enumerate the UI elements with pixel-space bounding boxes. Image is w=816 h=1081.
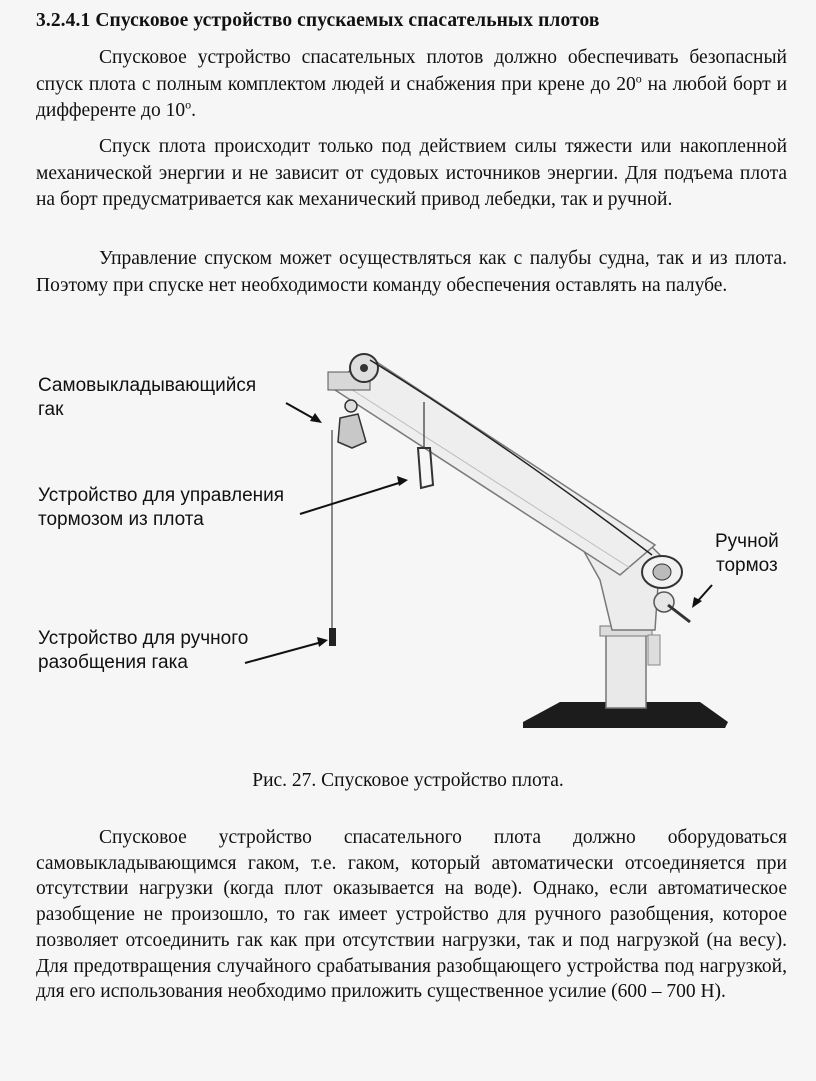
paragraph-gravity-launch: Спуск плота происходит только под действием силы тяжести или накопленной механической энергии и не зависит от судовых источников энергии. Для подъема плота на борт предусматривается как механический привод лебедки, так и ручной. (36, 136, 787, 210)
section-heading (36, 10, 599, 32)
arrow-to-brake-control (300, 482, 402, 514)
label-brake-control-device (38, 484, 284, 532)
paragraph-text: Спусковое устройство спасательных плотов должно обеспечивать безопасный спуск плота с полным комплектом людей и снабжения при крене до 20 (36, 47, 787, 95)
label-line: разобщения гака (38, 652, 188, 673)
paragraph-text: на любой борт и дифференте до 10 (36, 73, 787, 121)
paragraph-launch-requirements (36, 45, 787, 125)
paragraph-self-release-hook: Спусковое устройство спасательного плота должно оборудоваться самовыкладывающимся гаком, т.е. гаком, который автоматически отсоединяется при отсутствии нагрузки (когда плот оказывается на воде). Однако, если автоматическое разобщение не произошло, то гак имеет устройство для ручного разобщения, которое позволяет отсоединить гак как при отсутствии нагрузки, так и под нагрузкой (на весу). Для предотвращения случайного срабатывания разобщающего устройства под нагрузкой, для его использования необходимо приложить существенное усилие (600 – 700 Н). (36, 827, 787, 1003)
label-line: Самовыкладывающийся (38, 375, 257, 396)
manual-release-handle (329, 628, 336, 646)
label-manual-brake (715, 530, 779, 578)
section-number: 3.2.4.1 (36, 10, 91, 31)
paragraph-text: . (191, 100, 196, 121)
degree-mark: o (185, 97, 192, 112)
davit-pedestal (606, 630, 646, 708)
davit-boom (332, 355, 655, 575)
label-self-release-hook (38, 374, 256, 422)
label-line: Ручной (715, 531, 779, 552)
label-line: тормоз (716, 555, 778, 576)
label-line: Устройство для управления (38, 485, 285, 506)
label-line: гак (38, 399, 64, 420)
arrow-to-manual-release (245, 642, 322, 663)
brake-control-handle (418, 448, 433, 488)
figure-caption: Рис. 27. Спусковое устройство плота. (252, 770, 564, 791)
section-title: Спусковое устройство спускаемых спасательных плотов (95, 10, 600, 31)
self-release-hook (338, 414, 366, 448)
label-line: Устройство для ручного (38, 628, 249, 649)
label-manual-release-device (38, 627, 248, 675)
degree-mark: o (635, 71, 642, 85)
paragraph-launch-control: Управление спуском может осуществляться как с палубы судна, так и из плота. Поэтому при спуске нет необходимости команду обеспечения оставлять на палубе. (36, 248, 787, 296)
label-line: тормозом из плота (38, 509, 204, 530)
